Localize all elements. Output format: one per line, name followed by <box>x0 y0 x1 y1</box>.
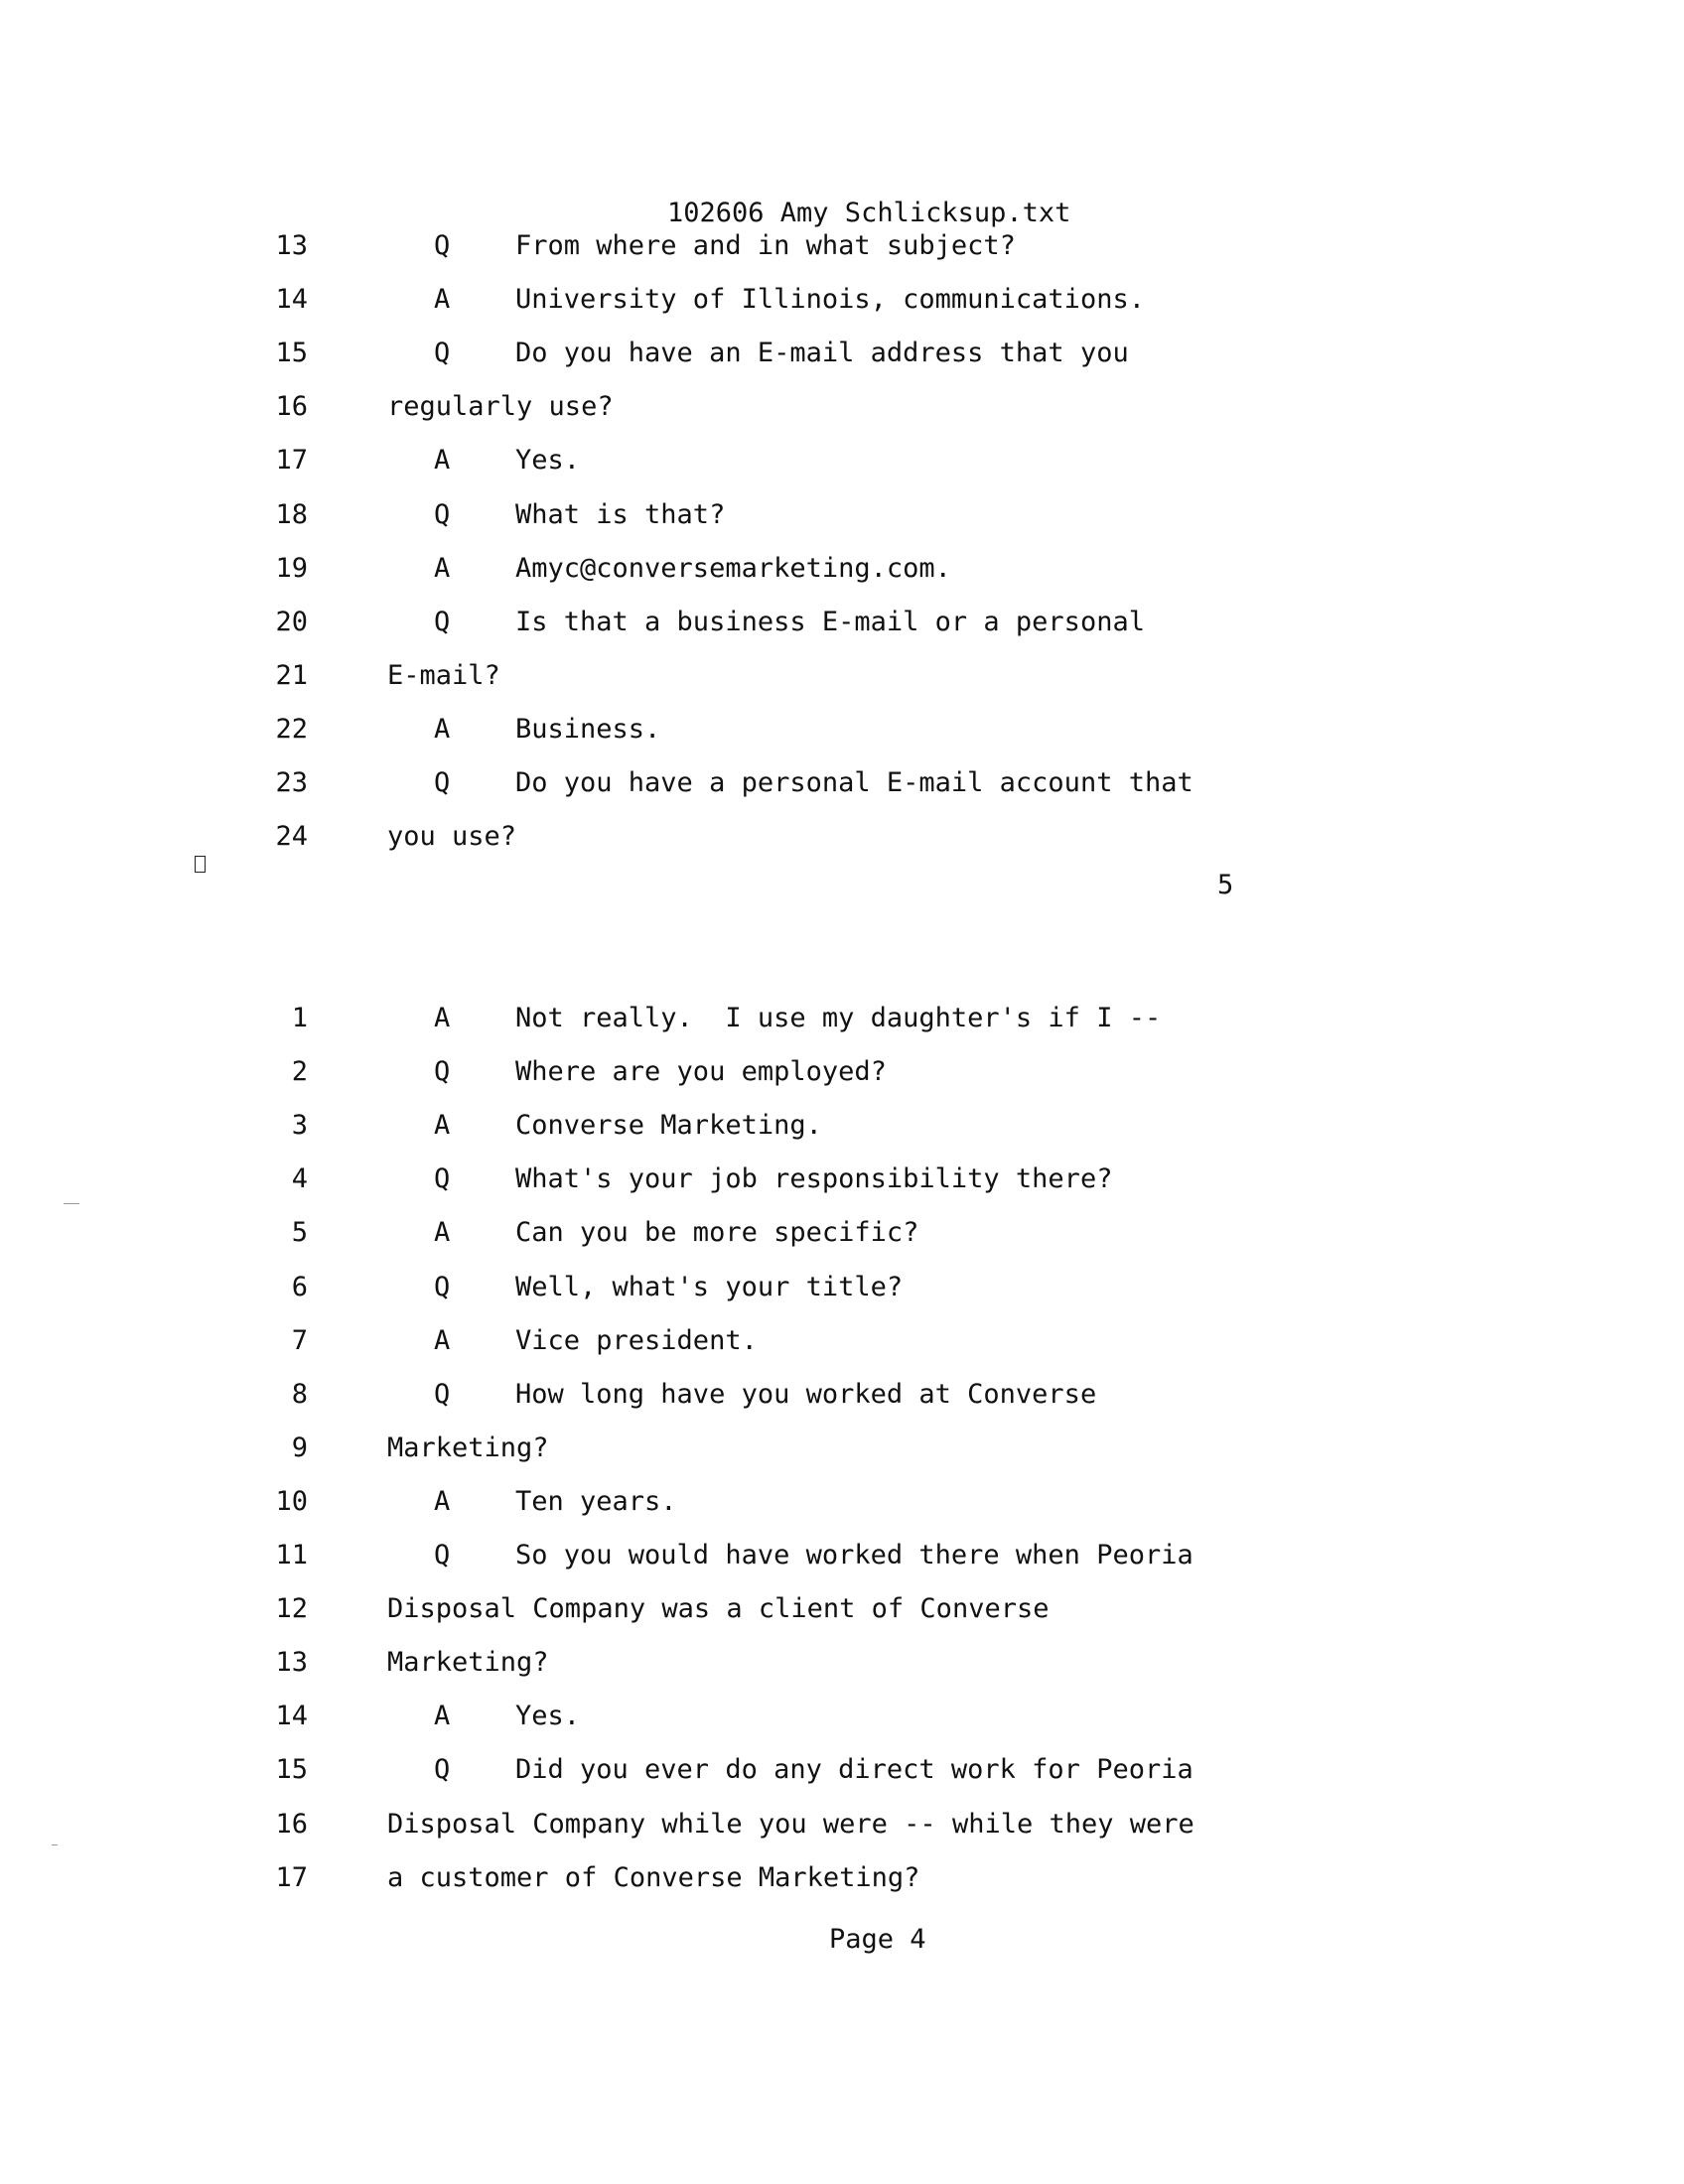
line-text: Disposal Company while you were -- while they were <box>387 1808 1194 1840</box>
line-number: 14 <box>275 1701 308 1732</box>
line-text: Yes. <box>515 445 581 477</box>
line-text: Do you have a personal E-mail account that <box>515 767 1193 798</box>
line-number: 17 <box>275 445 308 477</box>
line-number: 16 <box>275 1808 308 1840</box>
speaker-label: A <box>434 1110 451 1142</box>
page-break-glyph <box>195 856 206 873</box>
transcript-line <box>0 1375 1390 1415</box>
line-text: regularly use? <box>387 391 614 423</box>
scan-speck <box>52 1844 58 1845</box>
transcript-line <box>0 999 1390 1038</box>
speaker-label: Q <box>434 498 451 530</box>
transcript-line <box>0 817 1390 857</box>
line-number: 8 <box>291 1378 308 1410</box>
transcript-line <box>0 710 1390 750</box>
transcript-line <box>0 1643 1390 1683</box>
line-number: 9 <box>291 1432 308 1463</box>
line-text: E-mail? <box>387 659 500 691</box>
line-text: Amyc@conversemarketing.com. <box>515 552 951 584</box>
line-text: Well, what's your title? <box>515 1271 904 1302</box>
line-text: Yes. <box>515 1701 581 1732</box>
line-number: 17 <box>275 1861 308 1893</box>
speaker-label: A <box>434 713 451 745</box>
speaker-label: A <box>434 1217 451 1249</box>
speaker-label: A <box>434 445 451 477</box>
line-number: 1 <box>291 1003 308 1033</box>
transcript-line <box>0 1213 1390 1253</box>
line-number: 15 <box>275 338 308 369</box>
line-number: 12 <box>275 1593 308 1625</box>
transcript-line <box>0 1750 1390 1790</box>
line-number: 13 <box>275 230 308 261</box>
line-number: 6 <box>291 1271 308 1302</box>
line-text: Disposal Company was a client of Converse <box>387 1593 1050 1625</box>
line-number: 15 <box>275 1754 308 1786</box>
line-number: 2 <box>291 1056 308 1088</box>
speaker-label: A <box>434 1701 451 1732</box>
line-text: Can you be more specific? <box>515 1217 919 1249</box>
line-number: 11 <box>275 1540 308 1570</box>
transcript-line <box>0 1482 1390 1522</box>
line-number: 24 <box>275 821 308 853</box>
transcript-line <box>0 441 1390 480</box>
transcript-line <box>0 1429 1390 1468</box>
speaker-label: Q <box>434 1378 451 1410</box>
transcript-line <box>0 334 1390 373</box>
transcript-line <box>0 763 1390 803</box>
line-text: Where are you employed? <box>515 1056 887 1088</box>
line-text: Vice president. <box>515 1324 758 1356</box>
speaker-label: A <box>434 284 451 316</box>
line-number: 19 <box>275 552 308 584</box>
transcript-line <box>0 1697 1390 1736</box>
line-number: 21 <box>275 659 308 691</box>
line-text: you use? <box>387 821 517 853</box>
transcript-line <box>0 1106 1390 1146</box>
speaker-label: Q <box>434 606 451 637</box>
line-number: 5 <box>291 1217 308 1249</box>
line-text: Is that a business E-mail or a personal <box>515 606 1145 637</box>
transcript-line <box>0 495 1390 535</box>
speaker-label: Q <box>434 1271 451 1302</box>
transcript-line <box>0 1805 1390 1844</box>
line-number: 10 <box>275 1485 308 1517</box>
transcript-line <box>0 280 1390 320</box>
line-text: a customer of Converse Marketing? <box>387 1861 920 1893</box>
speaker-label: A <box>434 1485 451 1517</box>
transcript-line <box>0 656 1390 696</box>
transcript-line <box>0 1589 1390 1629</box>
speaker-label: A <box>434 1324 451 1356</box>
speaker-label: Q <box>434 338 451 369</box>
transcript-page-number: 5 <box>1217 870 1234 900</box>
transcript-line <box>0 1052 1390 1092</box>
speaker-label: Q <box>434 1163 451 1195</box>
line-number: 13 <box>275 1647 308 1679</box>
scan-speck <box>64 1203 79 1204</box>
line-text: Converse Marketing. <box>515 1110 822 1142</box>
line-text: Ten years. <box>515 1485 677 1517</box>
transcript-line <box>0 549 1390 589</box>
line-text: Marketing? <box>387 1432 549 1463</box>
transcript-line <box>0 226 1390 266</box>
line-number: 4 <box>291 1163 308 1195</box>
line-text: What is that? <box>515 498 726 530</box>
page-footer: Page 4 <box>829 1924 926 1955</box>
line-text: Marketing? <box>387 1647 549 1679</box>
file-header: 102606 Amy Schlicksup.txt <box>667 198 1071 228</box>
line-text: How long have you worked at Converse <box>515 1378 1097 1410</box>
line-text: What's your job responsibility there? <box>515 1163 1113 1195</box>
line-number: 22 <box>275 713 308 745</box>
line-text: Business. <box>515 713 661 745</box>
line-number: 23 <box>275 767 308 798</box>
speaker-label: A <box>434 552 451 584</box>
line-number: 14 <box>275 284 308 316</box>
line-text: Do you have an E-mail address that you <box>515 338 1129 369</box>
line-number: 20 <box>275 606 308 637</box>
line-text: Not really. I use my daughter's if I -- <box>515 1003 1162 1033</box>
line-number: 7 <box>291 1324 308 1356</box>
speaker-label: A <box>434 1003 451 1033</box>
line-text: University of Illinois, communications. <box>515 284 1145 316</box>
speaker-label: Q <box>434 230 451 261</box>
transcript-line <box>0 387 1390 427</box>
line-number: 16 <box>275 391 308 423</box>
line-number: 3 <box>291 1110 308 1142</box>
speaker-label: Q <box>434 767 451 798</box>
transcript-line <box>0 1321 1390 1361</box>
transcript-line <box>0 603 1390 642</box>
line-text: So you would have worked there when Peoria <box>515 1540 1193 1570</box>
transcript-line <box>0 1858 1390 1898</box>
transcript-line <box>0 1536 1390 1575</box>
transcript-line <box>0 1160 1390 1199</box>
line-number: 18 <box>275 498 308 530</box>
line-text: Did you ever do any direct work for Peoria <box>515 1754 1193 1786</box>
speaker-label: Q <box>434 1540 451 1570</box>
speaker-label: Q <box>434 1056 451 1088</box>
transcript-line <box>0 1268 1390 1307</box>
line-text: From where and in what subject? <box>515 230 1016 261</box>
speaker-label: Q <box>434 1754 451 1786</box>
